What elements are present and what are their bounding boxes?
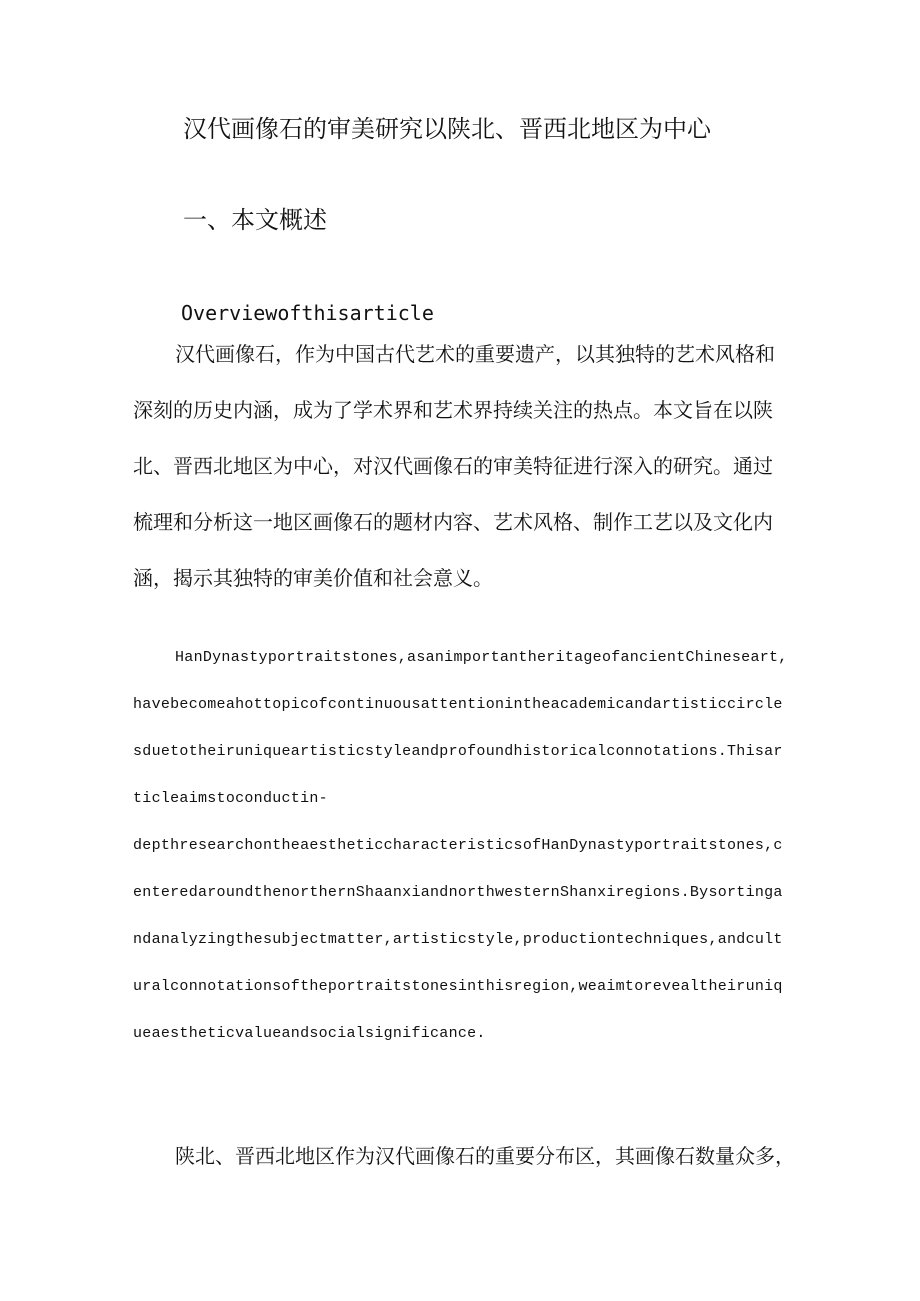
paragraph-line: HanDynastyportraitstones,asanimportantheritageofancientChineseart, xyxy=(175,649,788,666)
paragraph-line: ueaestheticvalueandsocialsignificance. xyxy=(133,1025,486,1042)
paragraph-line: 北、晋西北地区为中心，对汉代画像石的审美特征进行深入的研究。通过 xyxy=(133,454,773,478)
paragraph-line: 深刻的历史内涵，成为了学术界和艺术界持续关注的热点。本文旨在以陕 xyxy=(133,398,773,422)
paragraph-line: depthresearchontheaestheticcharacteristicsofHanDynastyportraitstones,c xyxy=(133,837,783,854)
paragraph-chinese-2 xyxy=(133,1128,793,1184)
paragraph-line: 梳理和分析这一地区画像石的题材内容、艺术风格、制作工艺以及文化内 xyxy=(133,510,773,534)
paragraph-line: 陕北、晋西北地区作为汉代画像石的重要分布区，其画像石数量众多， xyxy=(175,1144,795,1168)
paragraph-line: uralconnotationsoftheportraitstonesinthisregion,weaimtorevealtheiruniq xyxy=(133,978,783,995)
paragraph-line: ndanalyzingthesubjectmatter,artisticstyle,productiontechniques,andcult xyxy=(133,931,783,948)
section-heading: 一、本文概述 xyxy=(183,206,327,234)
paragraph-line: havebecomeahottopicofcontinuousattentionintheacademicandartisticcircle xyxy=(133,696,783,713)
paragraph-line: 涵，揭示其独特的审美价值和社会意义。 xyxy=(133,566,493,590)
section-heading-english: Overviewofthisarticle xyxy=(181,301,434,325)
paragraph-chinese-1 xyxy=(133,326,793,606)
paragraph-english-1 xyxy=(133,634,793,1057)
paragraph-line: sduetotheiruniqueartisticstyleandprofoundhistoricalconnotations.Thisar xyxy=(133,743,783,760)
document-title: 汉代画像石的审美研究以陕北、晋西北地区为中心 xyxy=(183,115,711,143)
paragraph-line: enteredaroundthenorthernShaanxiandnorthwesternShanxiregions.Bysortinga xyxy=(133,884,783,901)
paragraph-line: ticleaimstoconductin- xyxy=(133,790,328,807)
paragraph-line: 汉代画像石，作为中国古代艺术的重要遗产，以其独特的艺术风格和 xyxy=(175,342,775,366)
